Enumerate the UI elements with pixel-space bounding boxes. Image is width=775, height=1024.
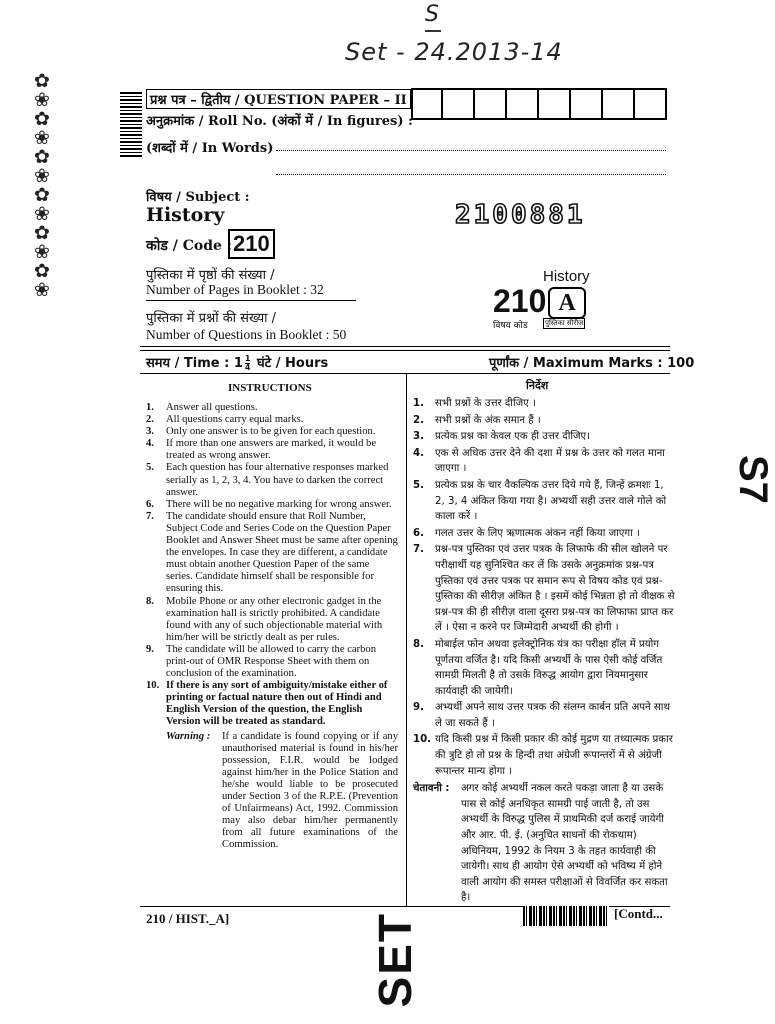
questions-hi: पुस्तिका में प्रश्नों की संख्या / [146,311,276,326]
flower-ornament-icon: ✿ [34,70,50,92]
flower-ornament-icon: ✿ [34,184,50,206]
column-divider [406,373,407,906]
instruction-text: मोबाईल फोन अथवा इलेक्ट्रोनिक यंत्र का परीक्षा हॉल में प्रयोग पूर्णतया वर्जित है। यदि किसी अभ्यर्थी के पास ऐसी कोई वर्जित सामग्री मिलती है तो उसके विरुद्ध आयोग द्वारा नियमानुसार कार्यवाही की जायेगी। [435,638,663,697]
pages-en: Number of Pages in Booklet : 32 [146,282,324,297]
subject-label: विषय / Subject : [146,190,250,205]
instruction-number: 7. [146,510,154,522]
subject-name: History [146,204,225,226]
instruction-number: 4. [413,447,424,459]
instruction-item [413,446,675,477]
instruction-text: सभी प्रश्नों के अंक समान हैं । [435,414,541,426]
instruction-text: Answer all questions. [166,402,258,413]
instruction-item [146,644,398,680]
instruction-item [146,462,398,498]
instruction-text: यदि किसी प्रश्न में किसी प्रकार की कोई मुद्रण या तथ्यात्मक प्रकार की त्रुटि हो तो प्रश्न के हिन्दी तथा अंग्रेजी रूपान्तरों में से अंग्रेजी रूपान्तर मान्य होगा । [435,734,673,777]
flower-ornament-icon: ❀ [34,89,50,111]
instruction-item [413,700,675,731]
badge-code: 210 [493,283,547,319]
instruction-item [146,426,398,438]
warning-item [146,731,398,852]
in-words-label: (शब्दों में / In Words) [146,141,274,156]
instruction-text: Each question has four alternative responses marked serially as 1, 2, 3, 4. You have to darken the correct answer. [166,462,389,498]
instructions-title-hi: निर्देश [526,379,549,392]
instruction-text: If there is any sort of ambiguity/mistake either of printing or factual nature then out of Hindi and English Version of the question, the English Version will be treated as standard. [166,680,388,728]
roll-number-label: अनुक्रमांक / Roll No. (अंकों में / In figures) : [146,114,413,129]
side-stamp: S7 [731,455,775,504]
instruction-text: प्रत्येक प्रश्न का केवल एक ही उत्तर दीजिए। [435,431,591,443]
instruction-item [413,526,675,542]
instruction-number: 9. [146,643,154,655]
flower-ornament-icon: ❀ [34,127,50,149]
booklet-number: 2100881 [455,200,586,230]
warning-label: Warning : [166,730,211,742]
continued-label: [Contd... [614,906,663,921]
pages-underline [146,300,356,301]
roll-digit-box[interactable] [443,88,475,120]
handwritten-underline [425,30,441,32]
instruction-number: 7. [413,544,424,556]
instruction-item [413,413,675,429]
instruction-number: 3. [146,426,154,438]
code-value: 210 [228,229,275,259]
badge-code-caption: विषय कोड [493,321,528,331]
instruction-number: 5. [413,479,424,491]
flower-ornament-icon: ✿ [34,146,50,168]
set-stamp: SET [369,912,421,1008]
instruction-number: 2. [146,414,154,426]
instruction-text: If more than one answers are marked, it would be treated as wrong answer. [166,438,377,462]
instruction-text: Mobile Phone or any other electronic gadget in the examination hall is strictly prohibited. A candidate found with any of such objectionable material with him/her will be strictly dealt as per rules. [166,595,383,643]
instruction-text: The candidate will be allowed to carry the carbon print-out of OMR Response Sheet with them on conclusion of the examination. [166,643,377,680]
flower-ornament-icon: ✿ [34,260,50,282]
maximum-marks: पूर्णांक / Maximum Marks : 100 [489,356,695,371]
instruction-item [413,732,675,779]
header-divider [140,346,670,351]
flower-ornament-icon: ✿ [34,222,50,244]
instruction-item [146,402,398,414]
handwritten-set-note: Set - 24.2013-14 [345,38,563,66]
instruction-text: प्रत्येक प्रश्न के चार वैकल्पिक उत्तर दिये गये हैं, जिन्हें क्रमशः 1, 2, 3, 4 अंकित किया गया है। अभ्यर्थी सही उत्तर वाले गोले को काला करें । [435,479,667,523]
time-label: समय / Time : 1 $\frac{1}{4}$ घंटे / Hours [146,354,329,372]
footer-code: 210 / HIST._A] [146,911,230,926]
instruction-number: 8. [146,595,154,607]
roll-digit-box[interactable] [475,88,507,120]
instruction-item [413,478,675,525]
instruction-number: 9. [413,702,424,714]
instruction-text: All questions carry equal marks. [166,414,304,426]
instruction-item [146,596,398,644]
instruction-number: 3. [413,431,424,443]
code-label: कोड / Code : [146,238,232,254]
instruction-item [146,680,398,728]
question-paper-label: प्रश्न पत्र – द्वितीय / QUESTION PAPER – II [146,89,411,109]
pages-hi: पुस्तिका में पृष्ठों की संख्या / [146,268,275,283]
instruction-number: 4. [146,438,154,450]
instruction-text: अभ्यर्थी अपने साथ उत्तर पत्रक की संलग्न कार्बन प्रति अपने साथ ले जा सकते हैं । [435,702,670,729]
instructions-list-en [146,402,398,851]
instruction-item [146,499,398,511]
instruction-number: 5. [146,462,154,474]
instruction-number: 2. [413,414,424,426]
roll-number-boxes[interactable] [411,88,667,120]
flower-ornament-icon: ✿ [34,108,50,130]
instruction-text: सभी प्रश्नों के उत्तर दीजिए । [435,398,536,409]
instruction-item [413,637,675,699]
roll-digit-box[interactable] [635,88,667,120]
instruction-number: 1. [146,402,154,413]
instruction-text: The candidate should ensure that Roll Number, Subject Code and Series Code on the Question Paper Booklet and Answer Sheet must be same after opening the envelopes. In case they are different, a candidate must obtain another Question Paper of the same series. Candidate himself shall be responsible for ensuring this. [166,510,398,595]
questions-en: Number of Questions in Booklet : 50 [146,327,347,342]
instruction-item [413,542,675,636]
instruction-text: प्रश्न-पत्र पुस्तिका एवं उत्तर पत्रक के लिफाफे की सील खोलने पर परीक्षार्थी यह सुनिश्चित कर लें कि उसके अनुक्रमांक प्रश्न-पत्र पुस्तिका एवं उत्तर पत्रक पर समान रूप से विषय कोड एवं प्रश्न-पुस्तिका की सीरीज़ अंकित है । इसमें कोई भिन्नता हो तो वीक्षक से प्रश्न-पत्र की ही सीरीज़ वाला दूसरा प्रश्न-पत्र का लिफाफा प्राप्त कर लें । ऐसा न करने पर जिम्मेदारी अभ्यर्थी की होगी । [435,544,675,634]
instruction-item [413,396,675,412]
warning-text: If a candidate is found copying or if any unauthorised material is found in his/her possession, F.I.R. would be lodged against him/her in the Police Station and he/she would liable to be prosecuted under Section 3 of the R.P.E. (Prevention of Unfairmeans) Act, 1992. Commission may also debar him/her permanently from all future examinations of the Commission. [222,730,398,851]
roll-digit-box[interactable] [571,88,603,120]
warning-item [413,781,675,906]
instruction-text: एक से अधिक उत्तर देने की दशा में प्रश्न के उत्तर को गलत माना जाएगा । [435,447,665,475]
decorative-border [34,72,64,312]
in-words-line[interactable] [276,150,666,151]
badge-series-caption: पुस्तिका सीरीज [545,319,584,327]
instruction-number: 1. [413,398,424,409]
footer-barcode [523,906,609,926]
instruction-number: 10. [413,734,432,746]
instruction-number: 6. [146,498,154,510]
instruction-number: 10. [146,680,160,692]
flower-ornament-icon: ❀ [34,165,50,187]
badge-series: A [548,287,586,319]
instructions-title: INSTRUCTIONS [228,382,312,394]
in-words-line-2[interactable] [276,174,666,175]
roll-digit-box[interactable] [539,88,571,120]
instructions-list-hi [413,396,675,907]
instruction-number: 6. [413,527,424,539]
roll-digit-box[interactable] [507,88,539,120]
instruction-text: There will be no negative marking for wrong answer. [166,498,392,510]
flower-ornament-icon: ❀ [34,203,50,225]
instruction-item [146,438,398,462]
instruction-item [413,429,675,445]
badge-subject: History [543,268,590,285]
roll-digit-box[interactable] [603,88,635,120]
instruction-text: गलत उत्तर के लिए ऋणात्मक अंकन नहीं किया जाएगा । [435,527,640,539]
flower-ornament-icon: ❀ [34,241,50,263]
time-divider [140,373,670,374]
instruction-text: Only one answer is to be given for each question. [166,426,376,438]
instruction-item [146,414,398,426]
warning-text: अगर कोई अभ्यर्थी नकल करते पकड़ा जाता है या उसके पास से कोई अनधिकृत सामग्री पाई जाती है, तो उस अभ्यर्थी के विरुद्ध पुलिस में प्राथमिकी दर्ज कराई जायेगी और आर. पी. ई. (अनुचित साधनों की रोकथाम) अधिनियम, 1992 के नियम 3 के तहत कार्यवाही की जायेगी। साथ ही आयोग ऐसे अभ्यर्थी को भविष्य में होने वाली आयोग की समस्त परीक्षाओं से विवर्जित कर सकता है। [461,783,668,904]
flower-ornament-icon: ❀ [34,279,50,301]
roll-digit-box[interactable] [411,88,443,120]
handwritten-mark: S [425,2,439,27]
warning-label: चेतावनी : [413,783,450,795]
side-barcode [120,92,142,158]
instruction-item [146,511,398,596]
instruction-number: 8. [413,638,424,650]
